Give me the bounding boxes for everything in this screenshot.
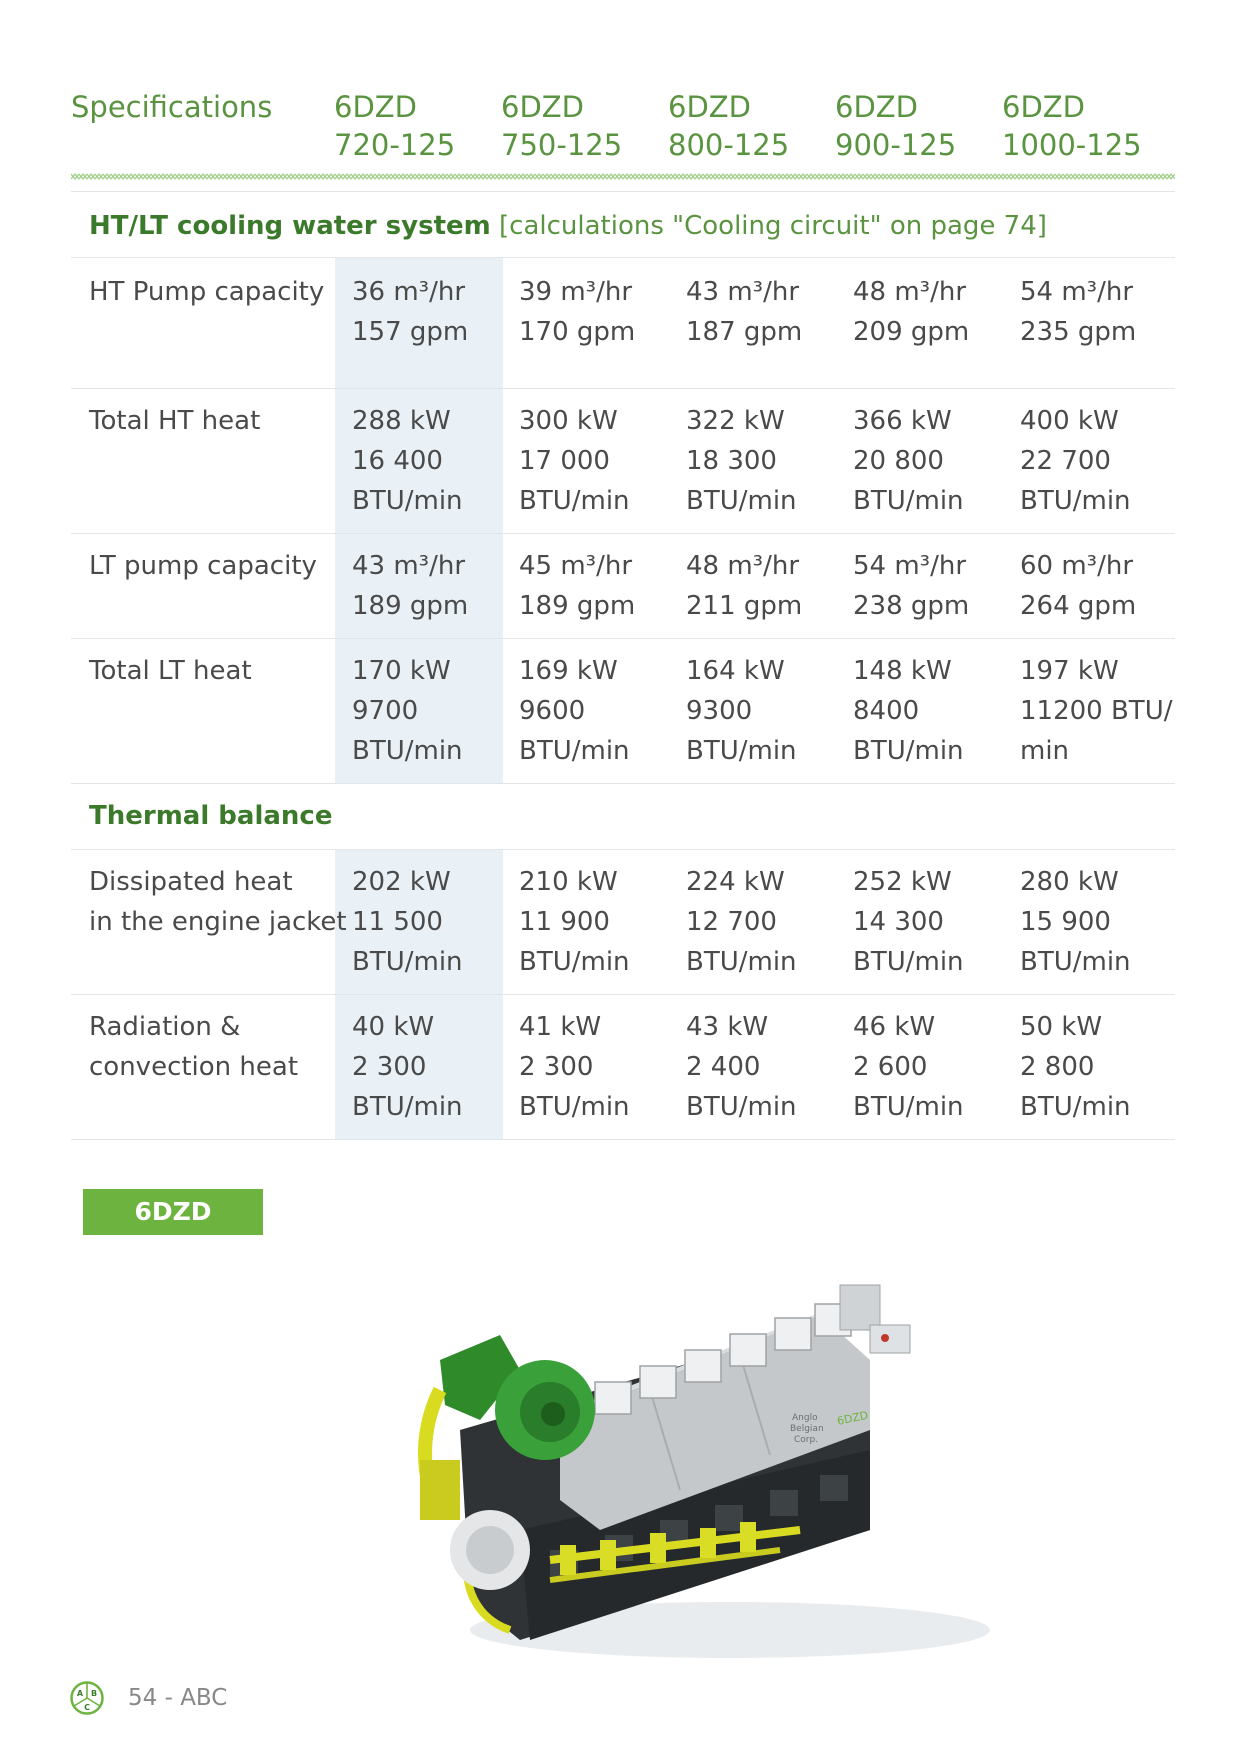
row-label-radiation-convection-heat: Radiation & convection heat <box>89 1012 299 1082</box>
thermal-title: Thermal balance <box>89 801 333 831</box>
divider <box>71 1139 1175 1140</box>
section-title-cooling <box>89 209 1047 243</box>
table-cell: 170 kW 9700 BTU/min <box>352 656 463 766</box>
model-header-1000: 6DZD 1000-125 <box>1002 90 1142 162</box>
row-label-dissipated-heat: Dissipated heat in the engine jacket <box>89 867 347 937</box>
cooling-title: HT/LT cooling water system <box>89 211 491 241</box>
logo-letter-c: C <box>84 1703 90 1712</box>
divider <box>71 849 1175 850</box>
table-cell: 400 kW 22 700 BTU/min <box>1020 406 1131 516</box>
divider <box>71 783 1175 784</box>
abc-logo <box>70 1681 104 1715</box>
engine-model-mark: 6DZD <box>835 1408 870 1428</box>
table-cell: 41 kW 2 300 BTU/min <box>519 1012 630 1122</box>
divider <box>71 638 1175 639</box>
table-cell: 48 m³/hr 209 gpm <box>853 277 970 347</box>
table-cell: 39 m³/hr 170 gpm <box>519 277 636 347</box>
logo-letter-a: A <box>76 1689 84 1698</box>
engine-brand-line-2: Belgian <box>790 1424 824 1434</box>
section-title-thermal <box>89 799 332 833</box>
engine-brand-line-3: Corp. <box>794 1435 819 1445</box>
table-cell: 202 kW 11 500 BTU/min <box>352 867 463 977</box>
table-cell: 280 kW 15 900 BTU/min <box>1020 867 1131 977</box>
table-cell: 48 m³/hr 211 gpm <box>686 551 803 621</box>
table-cell: 43 kW 2 400 BTU/min <box>686 1012 797 1122</box>
table-cell: 54 m³/hr 235 gpm <box>1020 277 1137 347</box>
row-label-lt-pump-capacity: LT pump capacity <box>89 551 317 581</box>
engine-brand-line-1: Anglo <box>792 1413 818 1423</box>
table-cell: 164 kW 9300 BTU/min <box>686 656 797 766</box>
page-number: 54 - ABC <box>128 1685 228 1711</box>
table-cell: 169 kW 9600 BTU/min <box>519 656 630 766</box>
decorative-zigzag-divider <box>71 170 1175 184</box>
specifications-heading: Specifications <box>71 90 273 124</box>
table-cell: 36 m³/hr 157 gpm <box>352 277 469 347</box>
divider <box>71 257 1175 258</box>
model-header-750: 6DZD 750-125 <box>501 90 623 162</box>
model-header-900: 6DZD 900-125 <box>835 90 957 162</box>
table-cell: 210 kW 11 900 BTU/min <box>519 867 630 977</box>
table-cell: 300 kW 17 000 BTU/min <box>519 406 630 516</box>
cooling-calculation-note: [calculations "Cooling circuit" on page 74] <box>499 211 1047 241</box>
table-cell: 224 kW 12 700 BTU/min <box>686 867 797 977</box>
table-cell: 60 m³/hr 264 gpm <box>1020 551 1137 621</box>
table-cell: 366 kW 20 800 BTU/min <box>853 406 964 516</box>
row-label-ht-pump-capacity: HT Pump capacity <box>89 277 325 307</box>
divider <box>71 388 1175 389</box>
model-header-720: 6DZD 720-125 <box>334 90 456 162</box>
logo-letter-b: B <box>90 1689 98 1698</box>
divider <box>71 533 1175 534</box>
row-label-total-lt-heat: Total LT heat <box>89 656 252 686</box>
table-cell: 288 kW 16 400 BTU/min <box>352 406 463 516</box>
engine-illustration <box>400 1230 1000 1670</box>
engine-caption-badge: 6DZD engine <box>83 1189 263 1235</box>
table-cell: 148 kW 8400 BTU/min <box>853 656 964 766</box>
table-cell: 54 m³/hr 238 gpm <box>853 551 970 621</box>
row-label-total-ht-heat: Total HT heat <box>89 406 261 436</box>
table-cell: 197 kW 11200 BTU/ min <box>1020 656 1173 766</box>
table-cell: 45 m³/hr 189 gpm <box>519 551 636 621</box>
divider <box>71 994 1175 995</box>
divider <box>71 191 1175 192</box>
table-cell: 46 kW 2 600 BTU/min <box>853 1012 964 1122</box>
table-cell: 43 m³/hr 189 gpm <box>352 551 469 621</box>
table-cell: 322 kW 18 300 BTU/min <box>686 406 797 516</box>
model-header-800: 6DZD 800-125 <box>668 90 790 162</box>
table-cell: 40 kW 2 300 BTU/min <box>352 1012 463 1122</box>
table-cell: 43 m³/hr 187 gpm <box>686 277 803 347</box>
table-cell: 252 kW 14 300 BTU/min <box>853 867 964 977</box>
table-cell: 50 kW 2 800 BTU/min <box>1020 1012 1131 1122</box>
